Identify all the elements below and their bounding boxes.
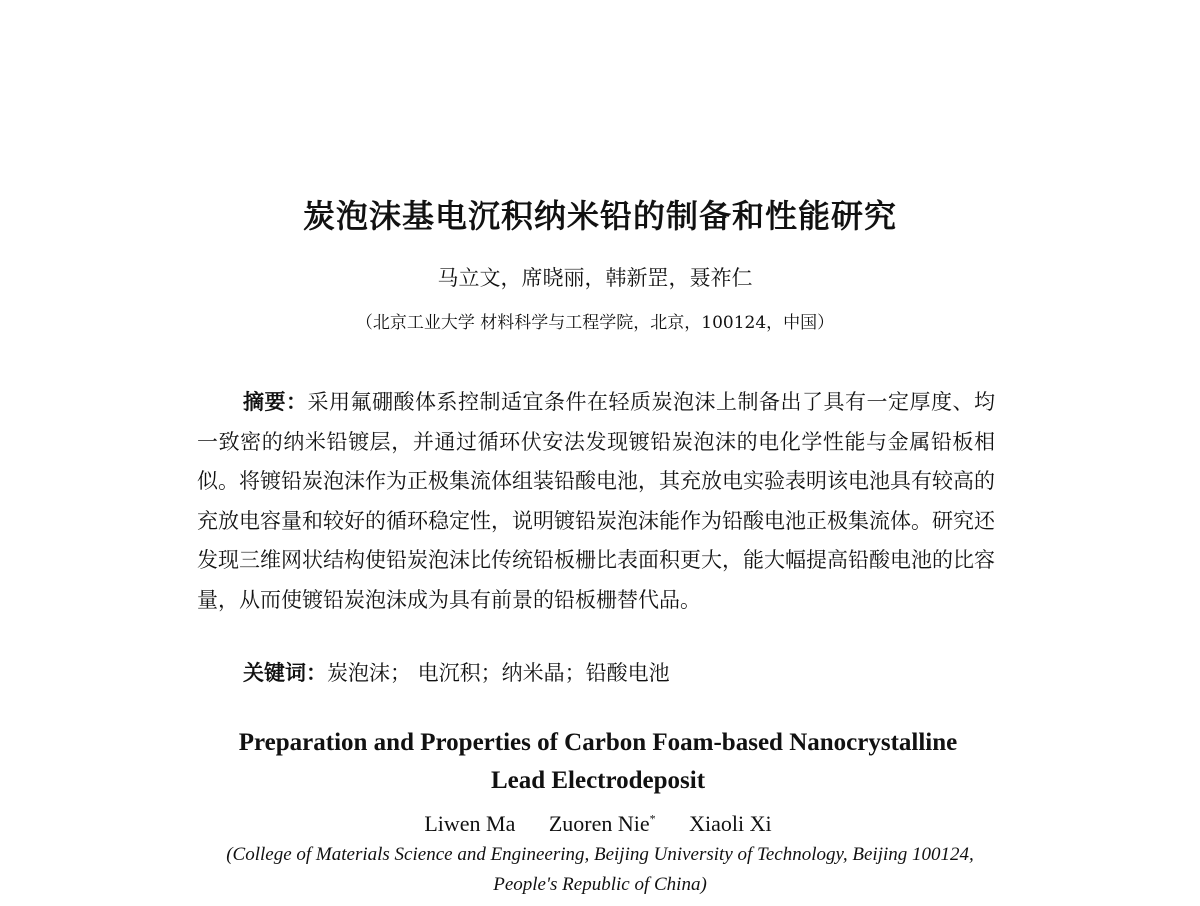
keywords-label: 关键词： xyxy=(243,661,327,685)
author-name: Liwen Ma xyxy=(424,811,516,837)
chinese-affiliation: （北京工业大学 材料科学与工程学院，北京，100124，中国） xyxy=(355,313,835,333)
corresponding-author-mark: * xyxy=(649,812,656,826)
english-authors xyxy=(0,804,1196,839)
abstract-text: 采用氟硼酸体系控制适宜条件在轻质炭泡沫上制备出了具有一定厚度、均一致密的纳米铅镀层，并通过循环伏安法发现镀铅炭泡沫的电化学性能与金属铅板相似。将镀铅炭泡沫作为正极集流体组装铅酸电池，其充放电实验表明该电池具有较高的充放电容量和较好的循环稳定性，说明镀铅炭泡沫能作为铅酸电池正极集流体。研究还发现三维网状结构使铅炭泡沫比传统铅板栅比表面积更大，能大幅提高铅酸电池的比容量，从而使镀铅炭泡沫成为具有前景的铅板栅替代品。 xyxy=(197,390,995,612)
english-title-line-1: Preparation and Properties of Carbon Foam-based Nanocrystalline xyxy=(238,729,958,756)
author-name: Zuoren Nie xyxy=(548,811,650,837)
author-3 xyxy=(689,811,772,836)
english-affiliation-line-2: People's Republic of China) xyxy=(493,874,707,895)
chinese-abstract xyxy=(197,383,995,620)
english-title-line-2: Lead Electrodeposit xyxy=(490,767,706,794)
keywords-text: 炭泡沫； 电沉积；纳米晶；铅酸电池 xyxy=(327,661,670,685)
english-title xyxy=(0,724,1196,800)
abstract-label: 摘要： xyxy=(243,390,308,414)
author-1 xyxy=(424,811,515,836)
chinese-authors: 马立文，席晓丽，韩新罡，聂祚仁 xyxy=(437,266,753,290)
english-affiliation xyxy=(0,840,1200,900)
chinese-title: 炭泡沫基电沉积纳米铅的制备和性能研究 xyxy=(302,197,897,235)
english-affiliation-line-1: (College of Materials Science and Engineering, Beijing University of Technology, Beijing 100124, xyxy=(226,844,974,865)
chinese-keywords xyxy=(243,655,670,691)
author-2 xyxy=(549,811,656,836)
author-name: Xiaoli Xi xyxy=(689,811,772,837)
